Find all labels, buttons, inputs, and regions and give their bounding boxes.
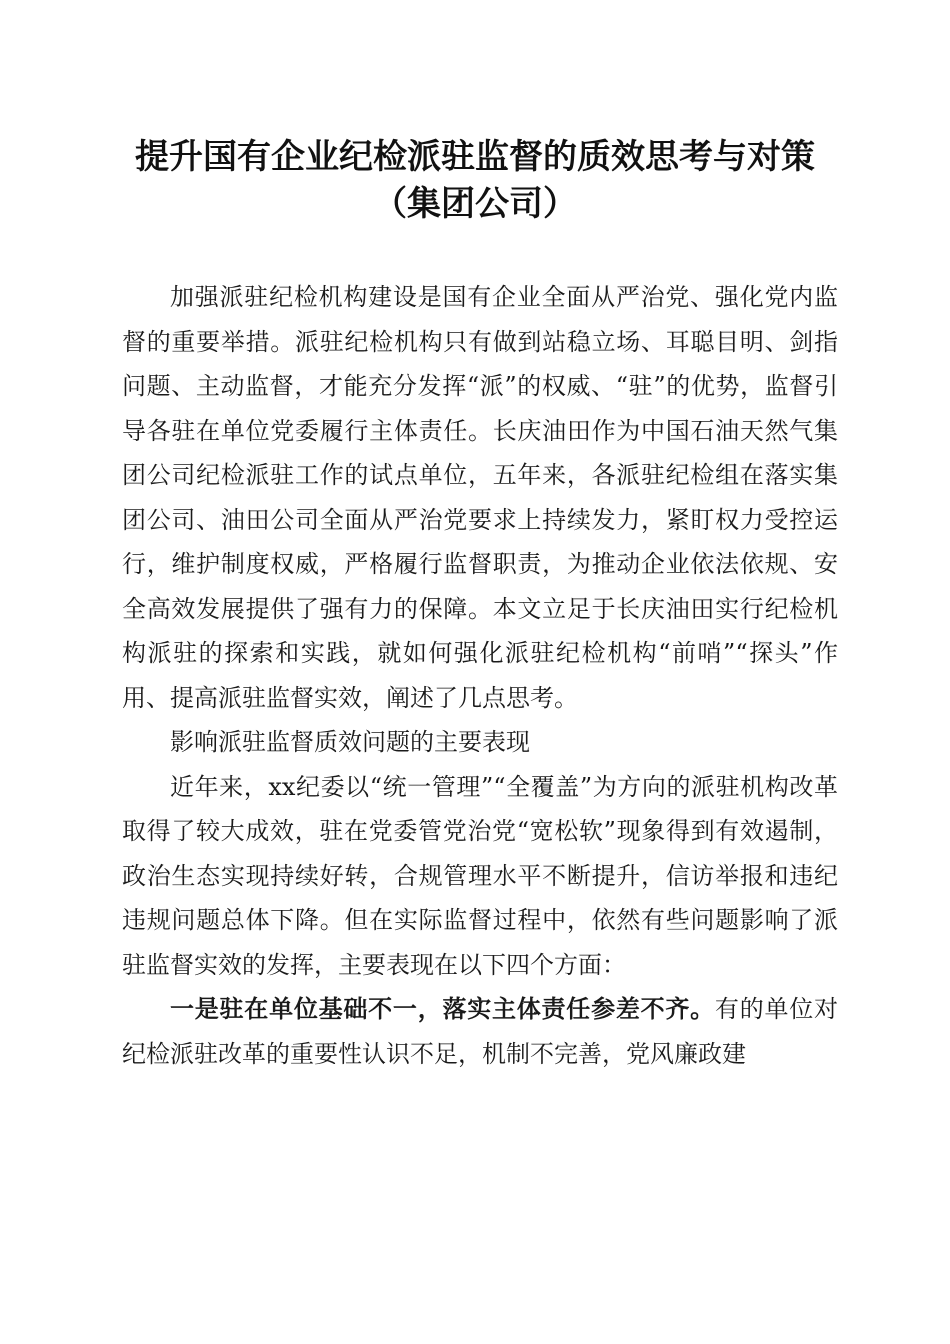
- section-heading: 影响派驻监督质效问题的主要表现: [170, 728, 530, 756]
- document-title: 提升国有企业纪检派驻监督的质效思考与对策: [135, 137, 815, 177]
- point-one-text: 有的单位对纪检派驻改革的重要性认识不足，机制不完善，党风廉政建: [122, 995, 838, 1068]
- point-one-lead: 一是驻在单位基础不一，落实主体责任参差不齐。: [170, 994, 715, 1023]
- paragraph-intro: 加强派驻纪检机构建设是国有企业全面从严治党、强化党内监督的重要举措。派驻纪检机构只有做到站稳立场、耳聪目明、剑指问题、主动监督，才能充分发挥“派”的权威、“驻”的优势，监督引导各驻在单位党委履行主体责任。长庆油田作为中国石油天然气集团公司纪检派驻工作的试点单位，五年来，各派驻纪检组在落实集团公司、油田公司全面从严治党要求上持续发力，紧盯权力受控运行，维护制度权威，严格履行监督职责，为推动企业依法依规、安全高效发展提供了强有力的保障。本文立足于长庆油田实行纪检机构派驻的探索和实践，就如何强化派驻纪检机构“前哨”“探头”作用、提高派驻监督实效，阐述了几点思考。: [122, 283, 838, 712]
- document-body: [122, 275, 838, 1076]
- document-subtitle: （集团公司）: [373, 184, 577, 224]
- paragraph-point-one: [122, 987, 838, 1076]
- paragraph-overview: 近年来，xx纪委以“统一管理”“全覆盖”为方向的派驻机构改革取得了较大成效，驻在党委管党治党“宽松软”现象得到有效遏制，政治生态实现持续好转，合规管理水平不断提升，信访举报和违纪违规问题总体下降。但在实际监督过程中，依然有些问题影响了派驻监督实效的发挥，主要表现在以下四个方面：: [122, 772, 838, 979]
